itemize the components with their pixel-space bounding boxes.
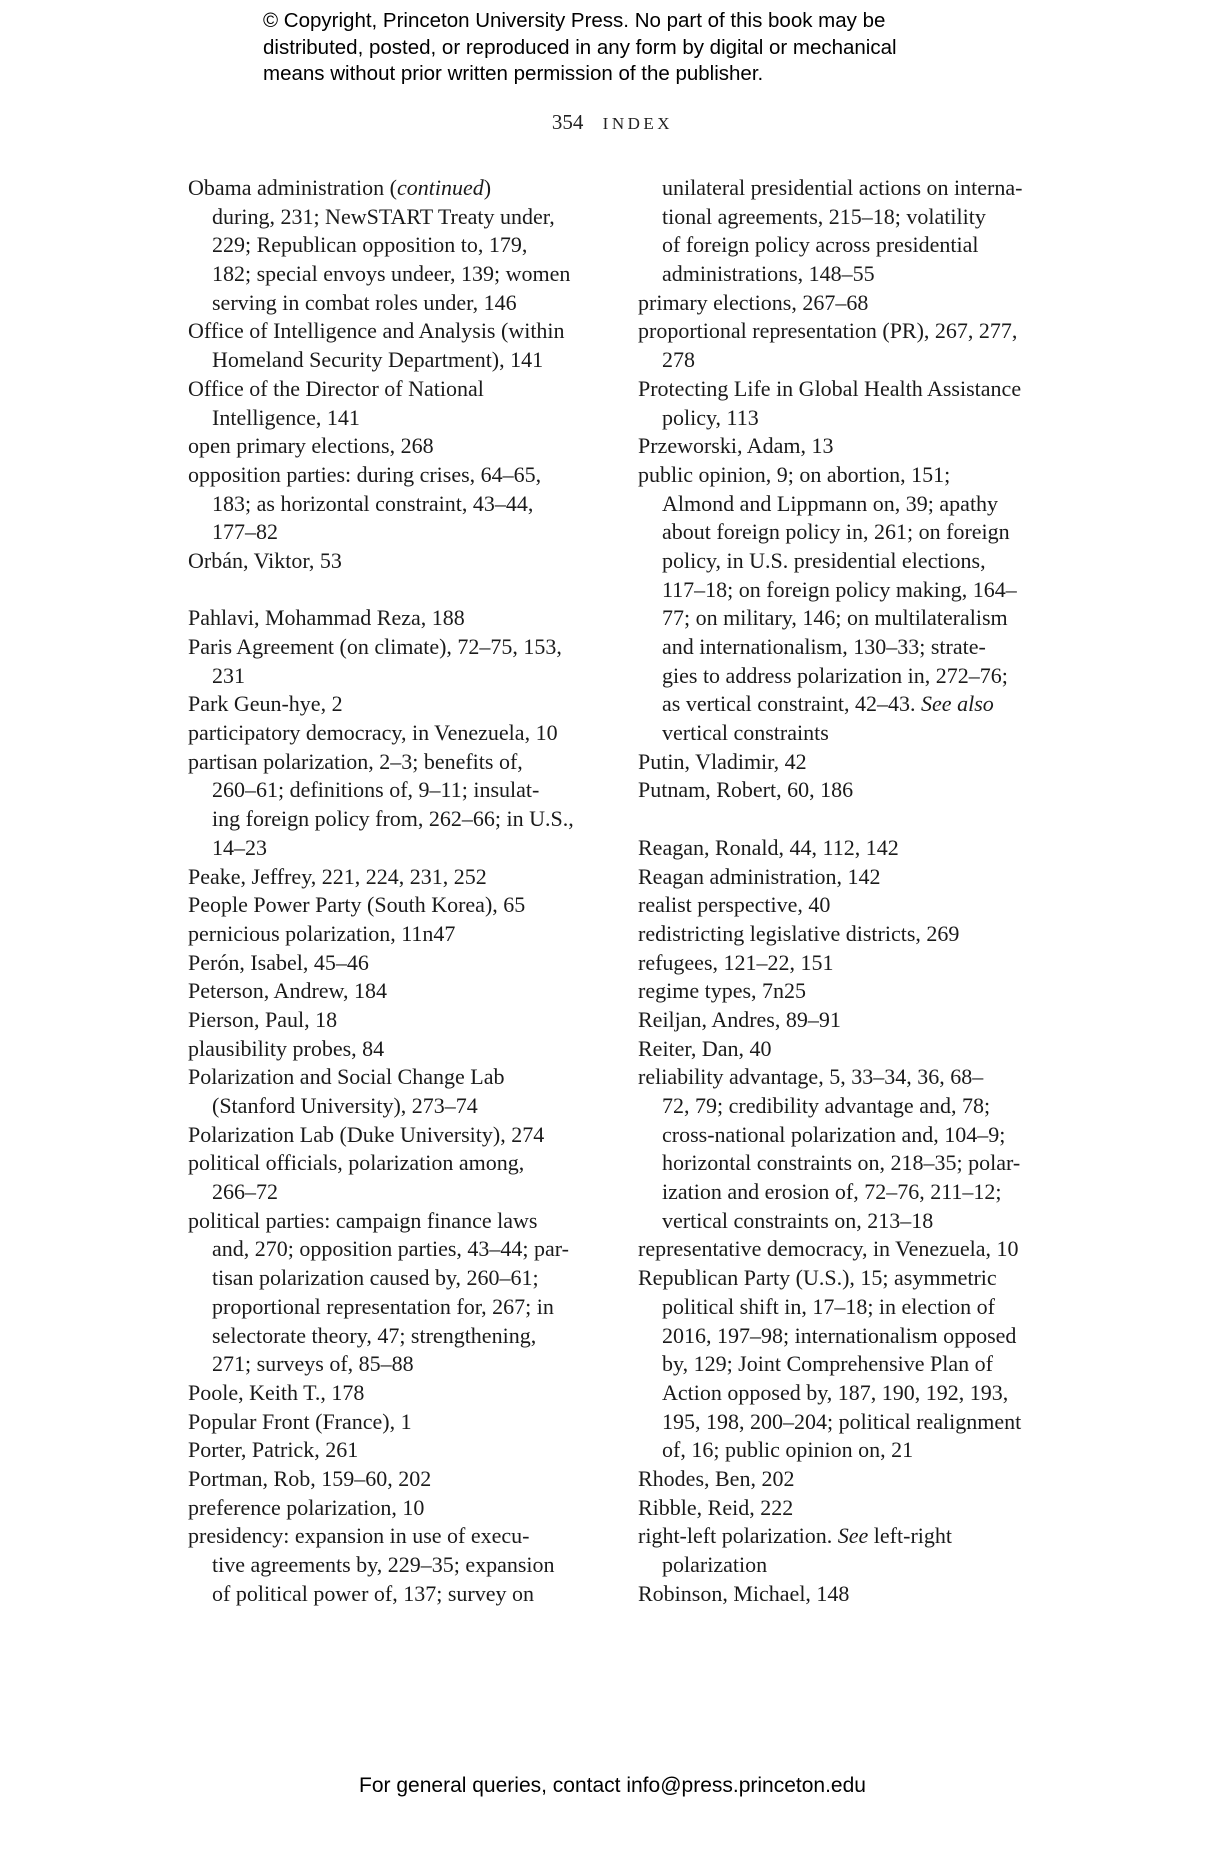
index-entry: Putin, Vladimir, 42 bbox=[638, 748, 807, 774]
index-entry: partisan polarization, 2–3; benefits of, bbox=[188, 748, 523, 774]
letter-section-break bbox=[638, 805, 1063, 834]
index-entry-continuation: Intelligence, 141 bbox=[212, 404, 360, 430]
copyright-notice bbox=[263, 8, 983, 88]
index-entry-continuation: administrations, 148–55 bbox=[662, 261, 875, 287]
index-entry-continuation: 183; as horizontal constraint, 43–44, bbox=[212, 490, 534, 516]
entry-text: ) bbox=[483, 175, 492, 200]
index-entry: Peake, Jeffrey, 221, 224, 231, 252 bbox=[188, 863, 487, 889]
index-entry-continuation: ization and erosion of, 72–76, 211–12; bbox=[662, 1179, 1002, 1205]
index-entry: Robinson, Michael, 148 bbox=[638, 1580, 850, 1606]
index-entry-continuation: 278 bbox=[662, 347, 695, 373]
index-entry: Polarization and Social Change Lab bbox=[188, 1064, 505, 1090]
index-entry: Ribble, Reid, 222 bbox=[638, 1494, 794, 1520]
letter-section-break bbox=[188, 576, 618, 605]
index-entry: Reagan, Ronald, 44, 112, 142 bbox=[638, 834, 899, 860]
index-entry: Przeworski, Adam, 13 bbox=[638, 433, 834, 459]
index-entry-continuation: 72, 79; credibility advantage and, 78; bbox=[662, 1093, 991, 1118]
index-entry: regime types, 7n25 bbox=[638, 978, 807, 1004]
index-entry-continuation: ing foreign policy from, 262–66; in U.S., bbox=[212, 806, 574, 832]
index-entry-continuation: polarization bbox=[662, 1552, 768, 1577]
index-entry-continuation: and, 270; opposition parties, 43–44; par- bbox=[212, 1236, 570, 1262]
copyright-line-2: distributed, posted, or reproduced in any form by digital or mechanical bbox=[263, 35, 897, 59]
index-entry-continuation: Homeland Security Department), 141 bbox=[212, 347, 544, 373]
index-entry-continuation: by, 129; Joint Comprehensive Plan of bbox=[662, 1351, 993, 1377]
index-entry-continuation: selectorate theory, 47; strengthening, bbox=[212, 1322, 537, 1348]
index-entry: political officials, polarization among, bbox=[188, 1150, 525, 1176]
index-entry-continuation: 117–18; on foreign policy making, 164– bbox=[662, 576, 1017, 602]
index-entry-continuation: Action opposed by, 187, 190, 192, 193, bbox=[662, 1379, 1009, 1405]
entry-text: as vertical constraint, 42–43. bbox=[662, 691, 922, 717]
index-entry: open primary elections, 268 bbox=[188, 433, 434, 459]
index-entry: primary elections, 267–68 bbox=[638, 289, 869, 315]
index-entry: Poole, Keith T., 178 bbox=[188, 1379, 365, 1405]
index-entry: Park Geun-hye, 2 bbox=[188, 691, 343, 717]
index-entry-continuation: tional agreements, 215–18; volatility bbox=[662, 203, 986, 229]
index-entry-continuation: of political power of, 137; survey on bbox=[212, 1580, 534, 1606]
index-entry-continuation: gies to address polarization in, 272–76; bbox=[662, 662, 1008, 688]
index-entry-continuation: 14–23 bbox=[212, 834, 267, 860]
index-entry: participatory democracy, in Venezuela, 10 bbox=[188, 720, 558, 746]
index-entry-continuation: 260–61; definitions of, 9–11; insulat- bbox=[212, 777, 540, 803]
index-entry: proportional representation (PR), 267, 277, bbox=[638, 318, 1018, 344]
index-entry: Reiter, Dan, 40 bbox=[638, 1035, 772, 1061]
index-entry: preference polarization, 10 bbox=[188, 1494, 425, 1520]
entry-italic-text: See bbox=[837, 1523, 869, 1549]
index-entry: Portman, Rob, 159–60, 202 bbox=[188, 1465, 432, 1491]
index-column-left bbox=[188, 174, 618, 1608]
index-entry-continuation: tive agreements by, 229–35; expansion bbox=[212, 1552, 555, 1577]
page-number: 354 bbox=[551, 110, 584, 134]
index-entry: opposition parties: during crises, 64–65, bbox=[188, 461, 542, 487]
index-entry-continuation: 271; surveys of, 85–88 bbox=[212, 1351, 414, 1377]
index-entry-continuation: policy, 113 bbox=[662, 404, 759, 430]
copyright-line-3: means without prior written permission of the publisher. bbox=[263, 62, 764, 85]
index-entry: Pierson, Paul, 18 bbox=[188, 1006, 338, 1032]
index-entry: Peterson, Andrew, 184 bbox=[188, 978, 387, 1004]
entry-text: Obama administration ( bbox=[188, 175, 397, 200]
index-entry: Reiljan, Andres, 89–91 bbox=[638, 1006, 841, 1032]
index-entry: Polarization Lab (Duke University), 274 bbox=[188, 1121, 545, 1147]
index-entry-continuation: 177–82 bbox=[212, 519, 278, 545]
index-entry-continuation: horizontal constraints on, 218–35; polar- bbox=[662, 1150, 1021, 1176]
index-entry: Paris Agreement (on climate), 72–75, 153, bbox=[188, 634, 562, 659]
index-entry: Pahlavi, Mohammad Reza, 188 bbox=[188, 605, 465, 631]
index-entry-continuation: 195, 198, 200–204; political realignment bbox=[662, 1408, 1022, 1434]
index-entry: refugees, 121–22, 151 bbox=[638, 949, 834, 975]
index-entry-continuation: serving in combat roles under, 146 bbox=[212, 289, 517, 315]
index-entry-continuation: 231 bbox=[212, 662, 245, 688]
section-title: INDEX bbox=[602, 114, 674, 133]
index-column-right bbox=[638, 174, 1063, 1608]
index-entry-continuation: proportional representation for, 267; in bbox=[212, 1293, 554, 1319]
index-entry: plausibility probes, 84 bbox=[188, 1035, 385, 1061]
index-entry-continuation: 182; special envoys undeer, 139; women bbox=[212, 261, 571, 287]
index-entry: representative democracy, in Venezuela, 10 bbox=[638, 1236, 1019, 1262]
running-head bbox=[0, 110, 1225, 135]
index-entry: Office of Intelligence and Analysis (within bbox=[188, 318, 565, 344]
entry-italic-text: continued bbox=[396, 175, 484, 200]
index-entry-continuation bbox=[638, 690, 1063, 719]
index-entry-continuation: about foreign policy in, 261; on foreign bbox=[662, 519, 1010, 545]
index-entry-continuation: 229; Republican opposition to, 179, bbox=[212, 232, 528, 258]
index-entry-continuation: 77; on military, 146; on multilateralism bbox=[662, 605, 1008, 631]
index-entry-continuation: (Stanford University), 273–74 bbox=[212, 1093, 478, 1118]
index-entry: Perón, Isabel, 45–46 bbox=[188, 949, 369, 975]
index-entry-continuation: 266–72 bbox=[212, 1179, 278, 1205]
index-entry-continuation: policy, in U.S. presidential elections, bbox=[662, 547, 986, 573]
index-entry: Republican Party (U.S.), 15; asymmetric bbox=[638, 1265, 997, 1291]
index-entry-continuation: vertical constraints on, 213–18 bbox=[662, 1207, 934, 1233]
index-entry-continuation: unilateral presidential actions on interna- bbox=[662, 175, 1023, 200]
entry-text: left-right bbox=[868, 1523, 952, 1549]
index-entry: public opinion, 9; on abortion, 151; bbox=[638, 461, 951, 487]
index-entry: pernicious polarization, 11n47 bbox=[188, 920, 456, 946]
index-entry: redistricting legislative districts, 269 bbox=[638, 920, 960, 946]
entry-text: right-left polarization. bbox=[638, 1523, 838, 1549]
index-entry: Office of the Director of National bbox=[188, 375, 484, 401]
index-entry-continuation: cross-national polarization and, 104–9; bbox=[662, 1121, 1006, 1147]
index-entry: political parties: campaign finance laws bbox=[188, 1207, 538, 1233]
index-entry-continuation: during, 231; NewSTART Treaty under, bbox=[212, 203, 555, 229]
entry-italic-text: See also bbox=[921, 691, 994, 717]
index-entry: Reagan administration, 142 bbox=[638, 863, 881, 889]
index-entry: reliability advantage, 5, 33–34, 36, 68– bbox=[638, 1064, 984, 1090]
index-entry: Protecting Life in Global Health Assistance bbox=[638, 375, 1022, 401]
index-entry: Putnam, Robert, 60, 186 bbox=[638, 777, 854, 803]
index-entry-continuation: political shift in, 17–18; in election of bbox=[662, 1293, 995, 1319]
index-entry: Rhodes, Ben, 202 bbox=[638, 1465, 795, 1491]
index-entry-continuation: vertical constraints bbox=[662, 720, 829, 746]
index-entry: Porter, Patrick, 261 bbox=[188, 1437, 359, 1463]
index-entry: realist perspective, 40 bbox=[638, 892, 831, 918]
index-entry bbox=[638, 1522, 1063, 1551]
index-entry-continuation: tisan polarization caused by, 260–61; bbox=[212, 1265, 539, 1291]
footer-contact: For general queries, contact info@press.princeton.edu bbox=[359, 1774, 866, 1797]
index-entry: People Power Party (South Korea), 65 bbox=[188, 892, 526, 918]
index-entry: presidency: expansion in use of execu- bbox=[188, 1523, 530, 1549]
copyright-line-1: © Copyright, Princeton University Press. No part of this book may be bbox=[263, 9, 886, 32]
index-entry bbox=[188, 174, 618, 203]
index-entry: Popular Front (France), 1 bbox=[188, 1408, 412, 1434]
index-entry-continuation: of foreign policy across presidential bbox=[662, 232, 979, 258]
index-entry-continuation: 2016, 197–98; internationalism opposed bbox=[662, 1322, 1017, 1348]
index-entry: Orbán, Viktor, 53 bbox=[188, 547, 342, 573]
index-entry-continuation: Almond and Lippmann on, 39; apathy bbox=[662, 490, 999, 516]
index-entry-continuation: and internationalism, 130–33; strate- bbox=[662, 634, 986, 659]
index-entry-continuation: of, 16; public opinion on, 21 bbox=[662, 1437, 914, 1463]
